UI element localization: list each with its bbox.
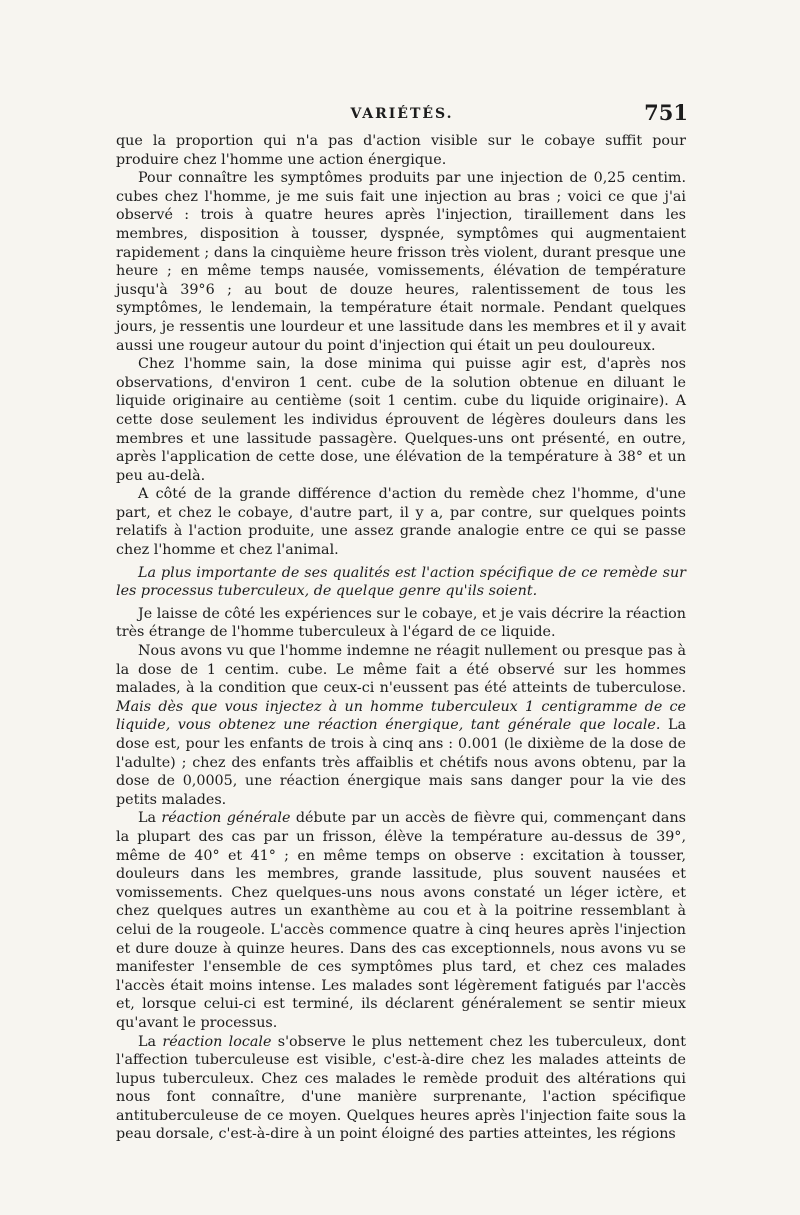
paragraph-1: que la proportion qui n'a pas d'action visible sur le cobaye suffit pour produire chez l'homme une action énergique. [116, 133, 686, 168]
body-text [116, 132, 686, 1144]
paragraph-8: La réaction générale débute par un accès de fièvre qui, commençant dans la plupart des cas par un frisson, élève la température au-dessus de 39°, même de 40° et 41° ; en même temps on observe : excitation à tousser, douleurs dans les membres, grande lassitude, plus souvent nausées et vomissements. Chez quelques-uns nous avons constaté un léger ictère, et chez quelques autres un exanthème au cou et à la poitrine ressemblant à celui de la rougeole. L'accès commence quatre à cinq heures après l'injection et dure douze à quinze heures. Dans des cas exceptionnels, nous avons vu se manifester l'ensemble de ces symptômes plus tard, et chez ces malades l'accès était moins intense. Les malades sont légèrement fatigués par l'accès et, lorsque celui-ci est terminé, ils déclarent généralement se sentir mieux qu'avant le processus. [116, 810, 686, 1031]
paragraph-4: A côté de la grande différence d'action du remède chez l'homme, d'une part, et chez le cobaye, d'autre part, il y a, par contre, sur quelques points relatifs à l'action produite, une assez grande analogie entre ce qui se passe chez l'homme et chez l'animal. [116, 486, 686, 559]
running-head: VARIÉTÉS. [350, 106, 454, 122]
paragraph-6: Je laisse de côté les expériences sur le cobaye, et je vais décrire la réaction très étrange de l'homme tuberculeux à l'égard de ce liquide. [116, 605, 686, 641]
paragraph-3: Chez l'homme sain, la dose minima qui puisse agir est, d'après nos observations, d'environ 1 cent. cube de la solution obtenue en diluant le liquide originaire au centième (soit 1 centim. cube du liquide originaire). A cette dose seulement les individus éprouvent de légères douleurs dans les membres et une lassitude passagère. Quelques-uns ont présenté, en outre, après l'application de cette dose, une élévation de la température à 38° et un peu au-delà. [116, 356, 686, 484]
page-header [116, 100, 688, 130]
paragraph-7: Nous avons vu que l'homme indemne ne réagit nullement ou presque pas à la dose de 1 centim. cube. Le même fait a été observé sur les hommes malades, à la condition que ceux-ci n'eussent pas été atteints de tuberculose. Mais dès que vous injectez à un homme tuberculeux 1 centigramme de ce liquide, vous obtenez une réaction énergique, tant générale que locale. La dose est, pour les enfants de trois à cinq ans : 0.001 (le dixième de la dose de l'adulte) ; chez des enfants très affaiblis et chétifs nous avons obtenu, par la dose de 0,0005, une réaction énergique mais sans danger pour la vie des petits malades. [116, 643, 686, 808]
paragraph-5-italic: La plus importante de ses qualités est l'action spécifique de ce remède sur les processus tuberculeux, de quelque genre qu'ils soient. [116, 564, 686, 600]
page-number: 751 [644, 100, 688, 125]
paragraph-9: La réaction locale s'observe le plus nettement chez les tuberculeux, dont l'affection tuberculeuse est visible, c'est-à-dire chez les malades atteints de lupus tuberculeux. Chez ces malades le remède produit des altérations qui nous font connaître, d'une manière surprenante, l'action spécifique antituberculeuse de ce moyen. Quelques heures après l'injection faite sous la peau dorsale, c'est-à-dire à un point éloigné des parties atteintes, les régions [116, 1033, 687, 1143]
paragraph-2: Pour connaître les symptômes produits par une injection de 0,25 centim. cubes chez l'homme, je me suis fait une injection au bras ; voici ce que j'ai observé : trois à quatre heures après l'injection, tiraillement dans les membres, disposition à tousser, dyspnée, symptômes qui augmentaient rapidement ; dans la cinquième heure frisson très violent, durant presque une heure ; en même temps nausée, vomissements, élévation de température jusqu'à 39°6 ; au bout de douze heures, ralentissement de tous les symptômes, le lendemain, la température était normale. Pendant quelques jours, je ressentis une lourdeur et une lassitude dans les membres et il y avait aussi une rougeur autour du point d'injection qui était un peu douloureux. [116, 170, 686, 354]
